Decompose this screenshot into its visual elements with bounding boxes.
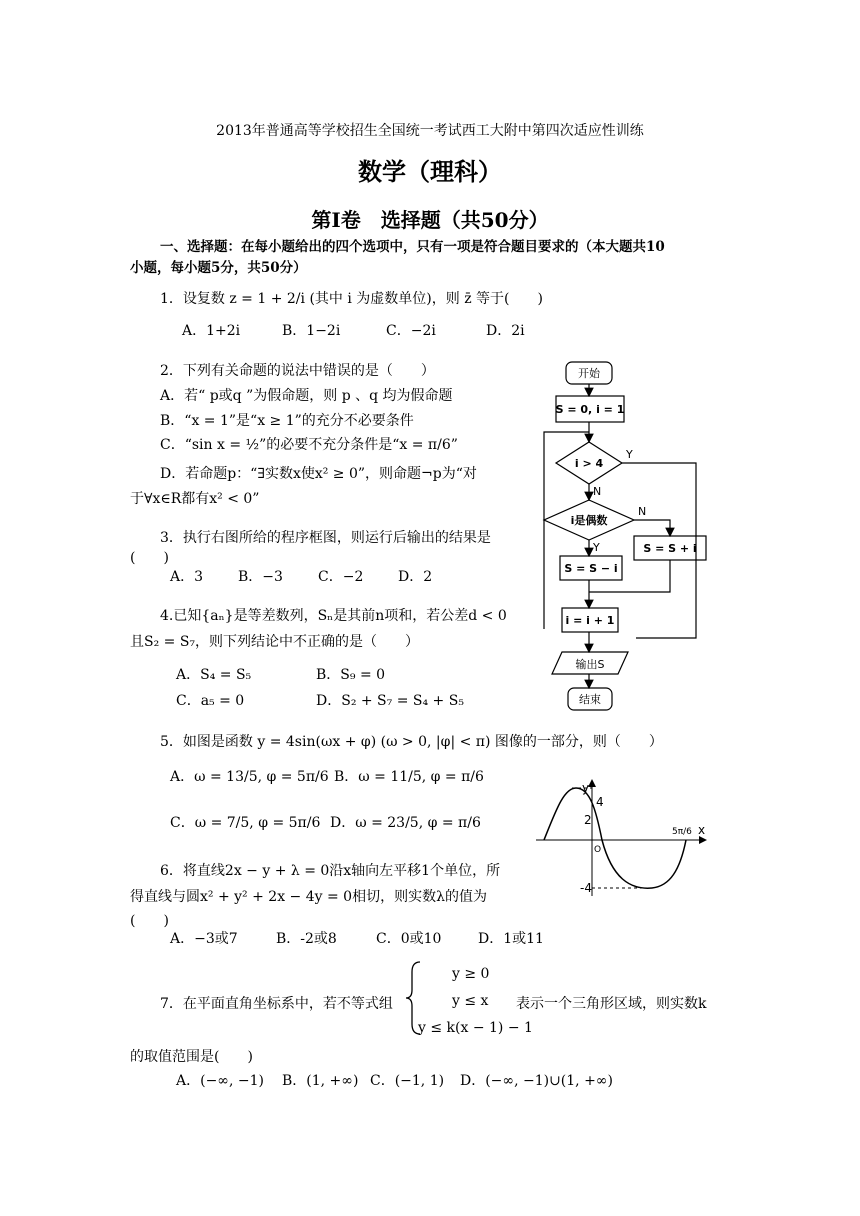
q7-option-d: D．(−∞, −1)∪(1, +∞) <box>460 1073 613 1089</box>
flowchart <box>536 354 716 720</box>
q3-option-b: B．−3 <box>238 569 283 585</box>
graph-x-tick: 5π/6 <box>672 827 692 837</box>
q4-option-a: A．S₄ = S₅ <box>176 667 252 683</box>
q6-option-c: C．0或10 <box>376 931 442 947</box>
flow-inc-label: i = i + 1 <box>565 614 615 627</box>
q5-option-b: B．ω = 11/5, φ = π/6 <box>334 769 484 785</box>
q2-option-a: A．若“ p或q ”为假命题，则 p 、q 均为假命题 <box>160 388 453 404</box>
flow-cond2-label: i是偶数 <box>570 514 608 527</box>
section-instruction-2: 小题，每小题5分，共50分） <box>130 260 307 276</box>
graph-tick-4: 4 <box>596 795 604 809</box>
q2-stem: 2．下列有关命题的说法中错误的是（ ） <box>160 363 435 379</box>
graph-origin: O <box>594 845 602 855</box>
q4-option-b: B．S₉ = 0 <box>316 667 386 683</box>
flow-init-label: S = 0, i = 1 <box>555 403 625 416</box>
part-title: 第Ⅰ卷 选择题（共50分） <box>311 208 549 232</box>
subject-title: 数学（理科） <box>358 157 502 186</box>
q7-inequality-3: y ≤ k(x − 1) − 1 <box>418 1020 533 1036</box>
q7-option-a: A．(−∞, −1) <box>176 1073 264 1089</box>
sine-graph <box>530 770 730 900</box>
q2-option-d-line1: D．若命题p：“∃实数x使x² ≥ 0”，则命题¬p为“对 <box>160 466 477 482</box>
q2-option-b: B．“x = 1”是“x ≥ 1”的充分不必要条件 <box>160 413 414 429</box>
flow-cond1-label: i > 4 <box>574 457 604 470</box>
q4-stem-1: 4.已知{aₙ}是等差数列，Sₙ是其前n项和，若公差d < 0 <box>160 608 507 624</box>
flow-yes2-label: Y <box>593 541 600 554</box>
flow-yes1-label: Y <box>626 448 633 461</box>
exam-line: 2013年普通高等学校招生全国统一考试西工大附中第四次适应性训练 <box>216 123 644 139</box>
q1-option-d: D．2i <box>486 323 525 339</box>
q7-inequality-1: y ≥ 0 <box>452 966 490 982</box>
q6-stem-2: 得直线与圆x² + y² + 2x − 4y = 0相切，则实数λ的值为 <box>130 889 487 905</box>
q1-option-c: C．−2i <box>386 323 436 339</box>
q1-option-b: B．1−2i <box>282 323 341 339</box>
q3-option-a: A．3 <box>170 569 204 585</box>
graph-y-label: y <box>582 781 590 795</box>
q3-stem-1: 3．执行右图所给的程序框图，则运行后输出的结果是 <box>160 530 491 546</box>
q2-option-c: C．“sin x = ½”的必要不充分条件是“x = π/6” <box>160 437 458 453</box>
q3-option-d: D．2 <box>398 569 433 585</box>
graph-tick-2: 2 <box>584 813 592 827</box>
q5-option-d: D．ω = 23/5, φ = π/6 <box>330 815 481 831</box>
q3-stem-2: ( ) <box>130 550 169 566</box>
q7-inequality-2: y ≤ x <box>452 993 489 1009</box>
graph-curve <box>544 788 686 888</box>
flow-no2-label: N <box>638 505 647 518</box>
q6-option-b: B．-2或8 <box>276 931 337 947</box>
flow-output-label: 输出S <box>575 658 605 671</box>
q7-option-c: C．(−1, 1) <box>370 1073 445 1089</box>
flow-start-label: 开始 <box>578 367 600 380</box>
flow-sub-label: S = S − i <box>564 562 618 575</box>
q5-option-c: C．ω = 7/5, φ = 5π/6 <box>170 815 321 831</box>
q2-option-d-line2: 于∀x∈R都有x² < 0” <box>130 491 260 507</box>
flow-add-label: S = S + i <box>643 542 697 555</box>
q1-option-a: A．1+2i <box>182 323 241 339</box>
q6-option-a: A．−3或7 <box>170 931 238 947</box>
q7-option-b: B．(1, +∞) <box>282 1073 359 1089</box>
q7-stem-post: 表示一个三角形区域，则实数k <box>516 996 707 1012</box>
q4-option-d: D．S₂ + S₇ = S₄ + S₅ <box>316 693 464 709</box>
q7-stem-2: 的取值范围是( ) <box>130 1049 253 1065</box>
q4-option-c: C．a₅ = 0 <box>176 693 245 709</box>
section-instruction-1: 一、选择题：在每小题给出的四个选项中，只有一项是符合题目要求的（本大题共10 <box>160 239 665 255</box>
q1-stem: 1．设复数 z = 1 + 2/i (其中 i 为虚数单位)，则 z̄ 等于( ) <box>160 291 543 307</box>
q3-option-c: C．−2 <box>318 569 364 585</box>
q4-stem-2: 且S₂ = S₇，则下列结论中不正确的是（ ） <box>130 634 420 650</box>
flow-end-label: 结束 <box>579 693 601 706</box>
q5-option-a: A．ω = 13/5, φ = 5π/6 <box>170 769 329 785</box>
graph-tick-neg4: -4 <box>580 881 592 895</box>
q6-stem-1: 6．将直线2x − y + λ = 0沿x轴向左平移1个单位，所 <box>160 863 501 879</box>
graph-x-label: x <box>698 823 706 837</box>
q7-stem-pre: 7．在平面直角坐标系中，若不等式组 <box>160 996 393 1012</box>
q6-option-d: D．1或11 <box>478 931 544 947</box>
flow-no1-label: N <box>593 485 602 498</box>
q6-stem-3: ( ) <box>130 913 169 929</box>
q5-stem: 5．如图是函数 y = 4sin(ωx + φ) (ω > 0, |φ| < π) 图像的一部分，则（ ） <box>160 734 663 750</box>
